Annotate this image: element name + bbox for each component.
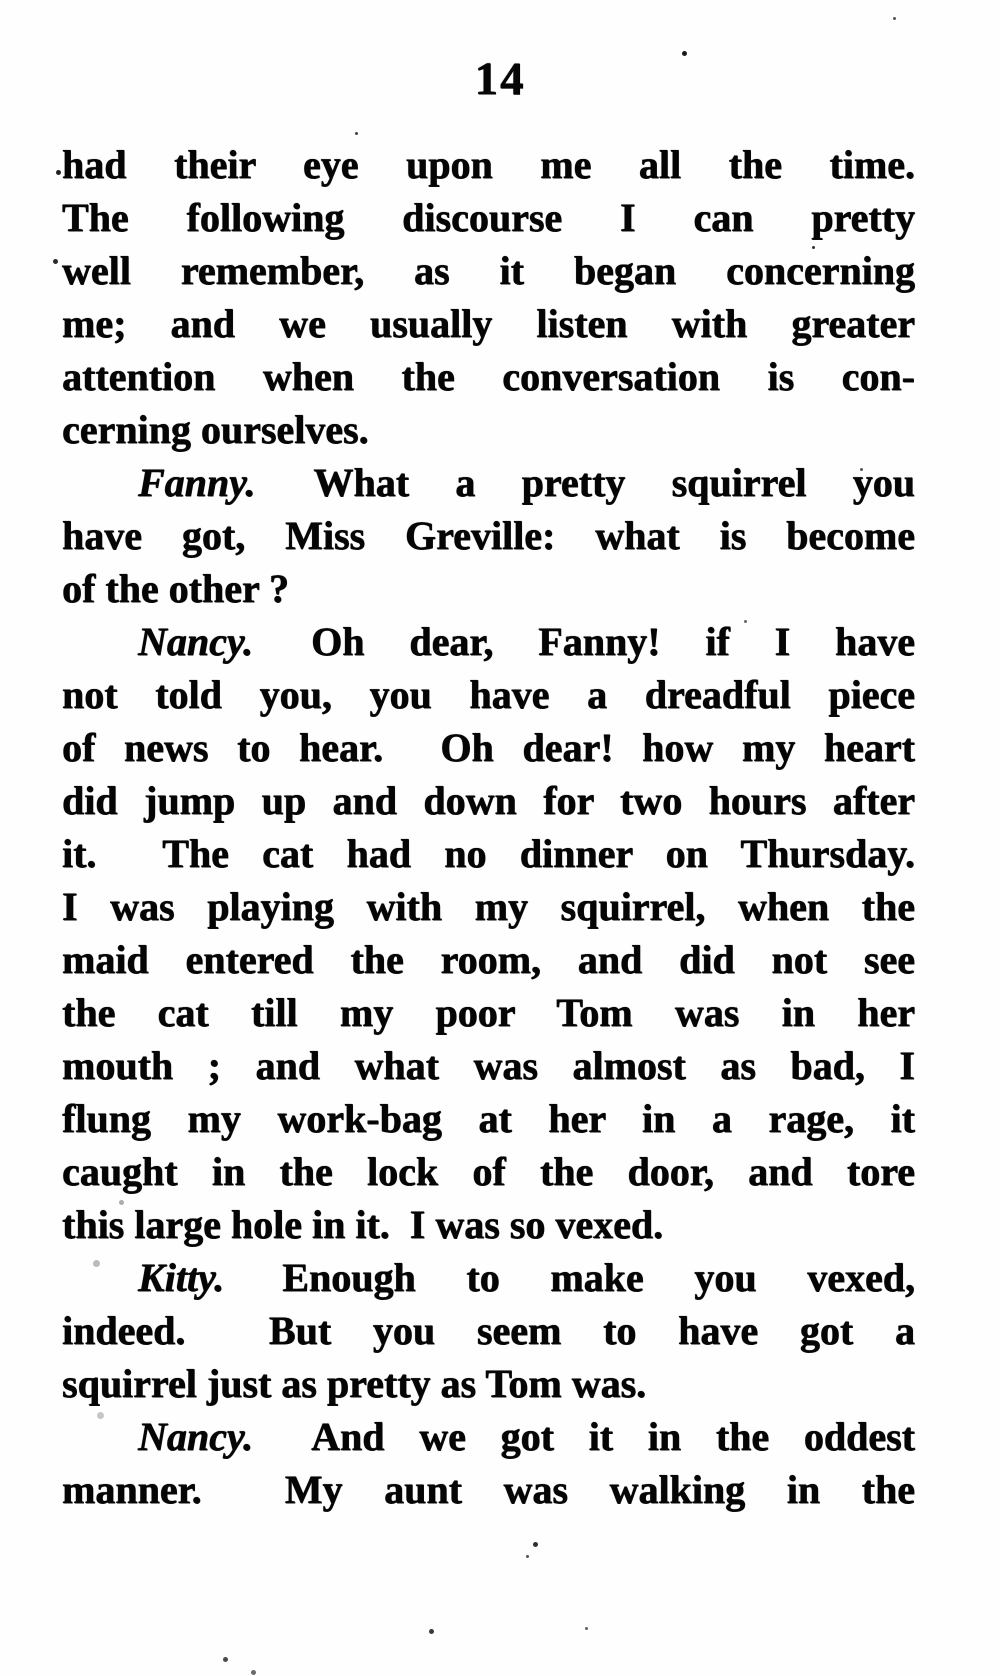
text-line	[62, 1039, 915, 1092]
line-text: Enough to make you vexed,	[282, 1255, 915, 1300]
line-text: this large hole in it. I was so vexed.	[62, 1202, 664, 1247]
page-text	[62, 138, 915, 1516]
text-line	[62, 880, 915, 933]
line-text: And we got it in the oddest	[311, 1414, 915, 1459]
text-line	[62, 191, 915, 244]
speaker-name: Nancy.	[138, 619, 254, 664]
text-line	[62, 1145, 915, 1198]
text-line	[62, 138, 915, 191]
dialogue-line	[62, 615, 915, 668]
text-line	[62, 297, 915, 350]
line-text: of news to hear. Oh dear! how my heart	[62, 725, 915, 770]
text-line	[62, 1198, 915, 1251]
line-text: I was playing with my squirrel, when the	[62, 884, 915, 929]
text-line	[62, 933, 915, 986]
line-text: manner. My aunt was walking in the	[62, 1467, 915, 1512]
line-text: had their eye upon me all the time.	[62, 142, 915, 187]
line-text: mouth ; and what was almost as bad, I	[62, 1043, 915, 1088]
line-text: me; and we usually listen with greater	[62, 301, 915, 346]
text-line	[62, 1304, 915, 1357]
line-text: did jump up and down for two hours after	[62, 778, 915, 823]
text-line	[62, 244, 915, 297]
dialogue-line	[62, 456, 915, 509]
scan-noise	[0, 0, 3, 3]
line-text: have got, Miss Greville: what is become	[62, 513, 915, 558]
dialogue-line	[62, 1251, 915, 1304]
text-line	[62, 986, 915, 1039]
line-text: the cat till my poor Tom was in her	[62, 990, 915, 1035]
line-text: indeed. But you seem to have got a	[62, 1308, 915, 1353]
text-line	[62, 1357, 915, 1410]
line-text: What a pretty squirrel you	[313, 460, 915, 505]
text-line	[62, 1092, 915, 1145]
line-text: cerning ourselves.	[62, 407, 369, 452]
line-text: not told you, you have a dreadful piece	[62, 672, 915, 717]
page-number: 14	[474, 53, 526, 105]
speaker-name: Nancy.	[138, 1414, 254, 1459]
speaker-name: Fanny.	[138, 460, 256, 505]
text-line	[62, 350, 915, 403]
text-line	[62, 774, 915, 827]
line-text: squirrel just as pretty as Tom was.	[62, 1361, 647, 1406]
line-text: it. The cat had no dinner on Thursday.	[62, 831, 915, 876]
line-text: attention when the conversation is con-	[62, 354, 915, 399]
line-text: flung my work-bag at her in a rage, it	[62, 1096, 915, 1141]
line-text: Oh dear, Fanny! if I have	[311, 619, 915, 664]
text-line	[62, 562, 915, 615]
text-line	[62, 1463, 915, 1516]
text-line	[62, 827, 915, 880]
dialogue-line	[62, 1410, 915, 1463]
speaker-name: Kitty.	[138, 1255, 225, 1300]
text-line	[62, 509, 915, 562]
line-text: of the other ?	[62, 566, 289, 611]
text-line	[62, 721, 915, 774]
line-text: well remember, as it began concerning	[62, 248, 915, 293]
line-text: maid entered the room, and did not see	[62, 937, 915, 982]
text-line	[62, 403, 915, 456]
text-line	[62, 668, 915, 721]
line-text: The following discourse I can pretty	[62, 195, 915, 240]
line-text: caught in the lock of the door, and tore	[62, 1149, 915, 1194]
